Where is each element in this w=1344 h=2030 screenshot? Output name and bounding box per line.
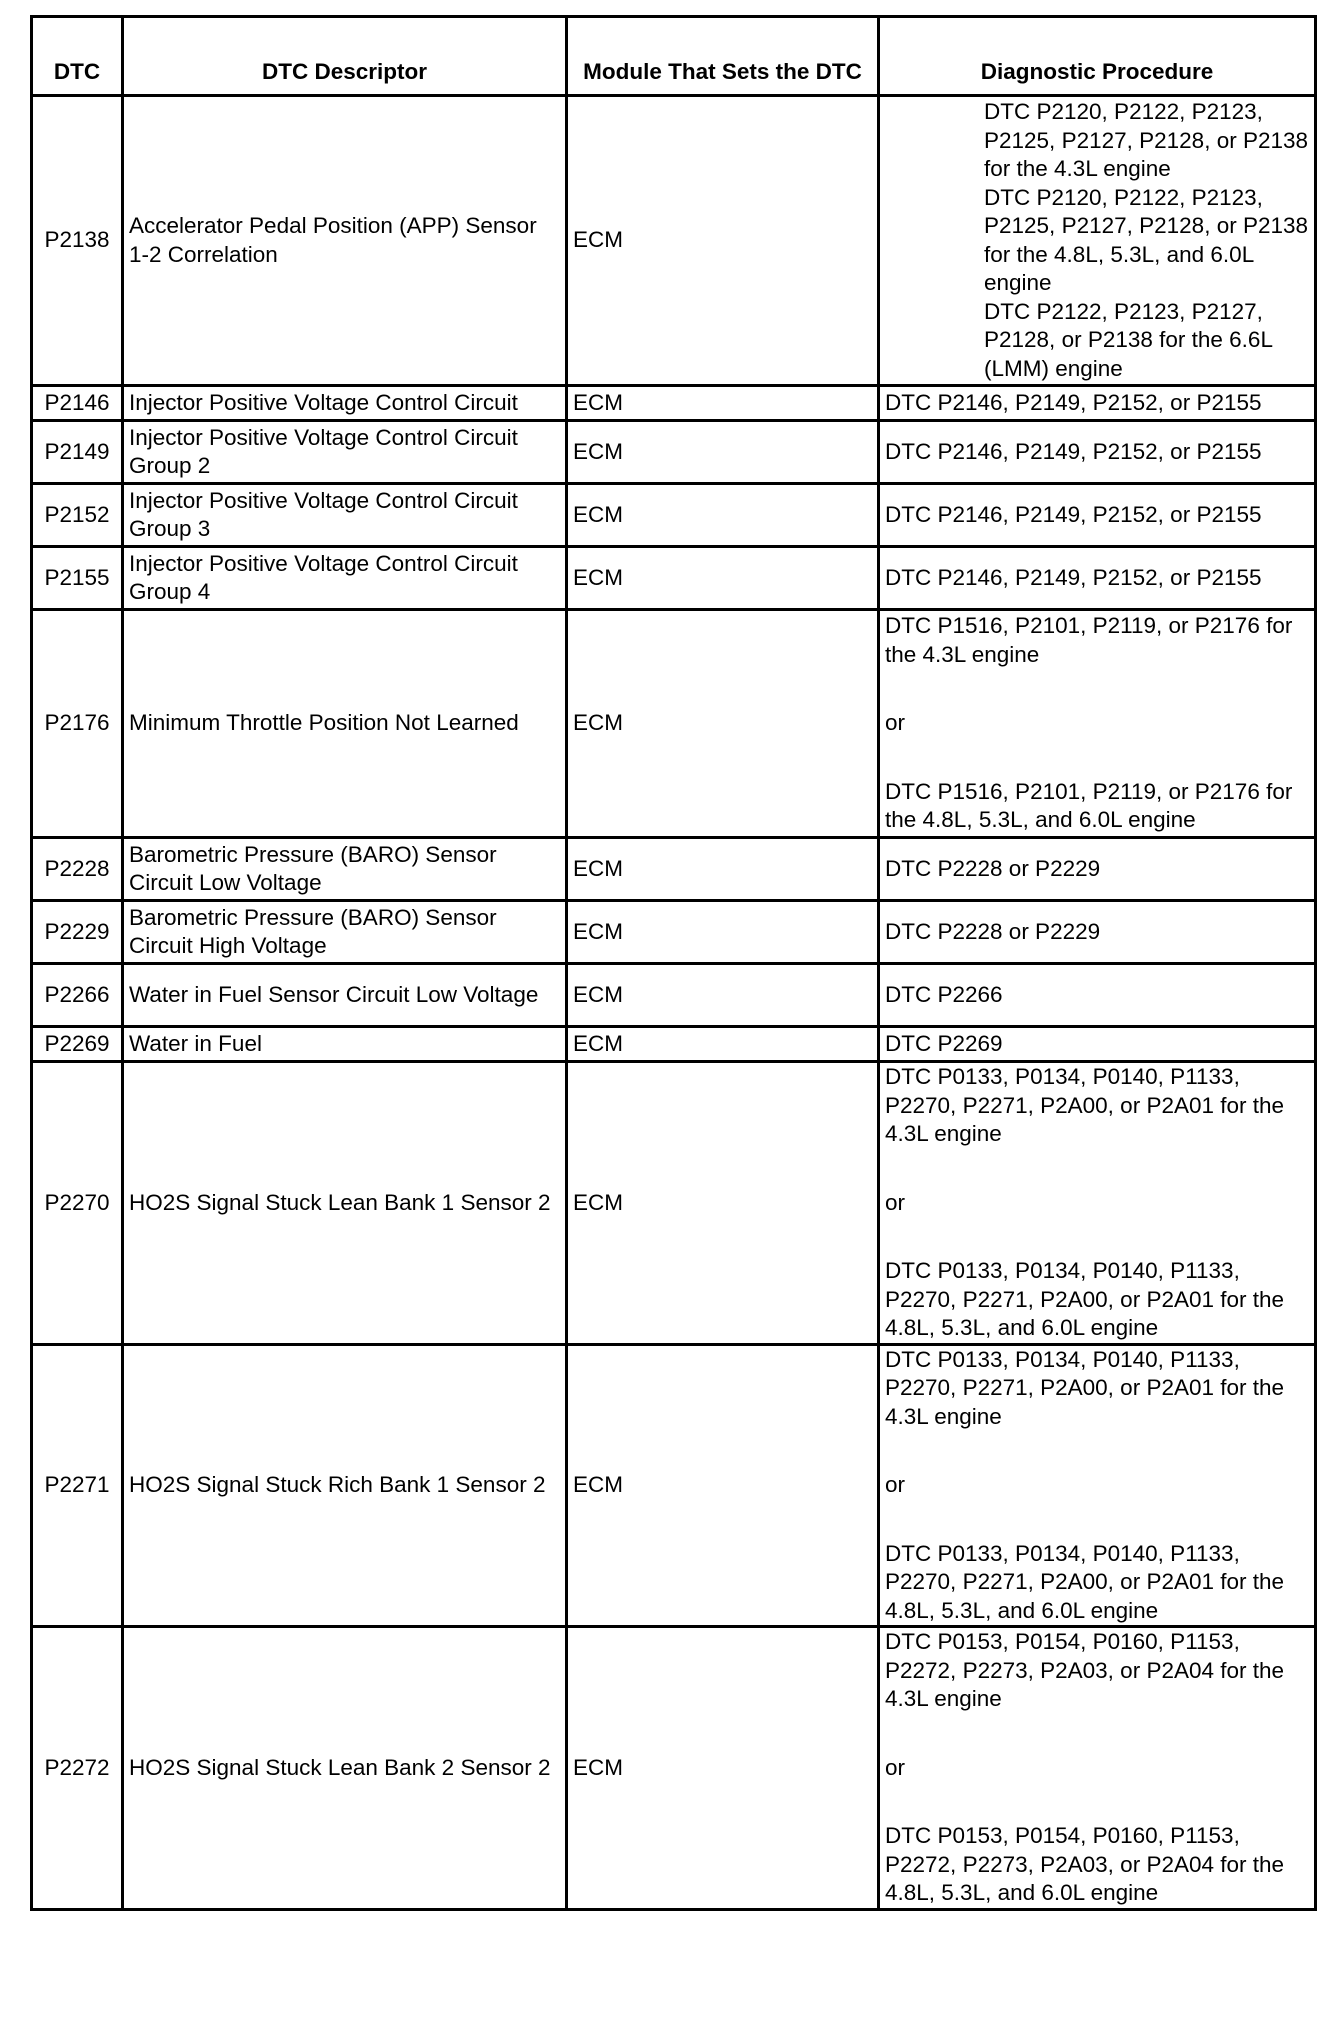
- diagnostic-procedure: [879, 421, 1316, 484]
- header-dtc: DTC: [32, 17, 123, 96]
- procedure-link[interactable]: DTC P2146, P2149, P2152, or P2155: [885, 438, 1262, 464]
- dtc-descriptor: HO2S Signal Stuck Lean Bank 2 Sensor 2: [123, 1627, 567, 1910]
- procedure-or: or: [885, 710, 906, 736]
- table-row: [32, 547, 1316, 610]
- dtc-code: P2155: [32, 547, 123, 610]
- dtc-code: P2138: [32, 96, 123, 386]
- diagnostic-procedure: [879, 1344, 1316, 1627]
- dtc-descriptor: HO2S Signal Stuck Lean Bank 1 Sensor 2: [123, 1062, 567, 1345]
- module-name: ECM: [567, 610, 879, 838]
- diagnostic-procedure: [879, 838, 1316, 901]
- diagnostic-procedure: [879, 964, 1316, 1027]
- dtc-code: P2266: [32, 964, 123, 1027]
- dtc-descriptor: Water in Fuel: [123, 1027, 567, 1062]
- table-body: [32, 96, 1316, 1910]
- dtc-code: P2152: [32, 484, 123, 547]
- dtc-descriptor: Injector Positive Voltage Control Circuit Group 4: [123, 547, 567, 610]
- dtc-code: P2229: [32, 901, 123, 964]
- dtc-descriptor: Injector Positive Voltage Control Circuit Group 3: [123, 484, 567, 547]
- table-row: [32, 1062, 1316, 1345]
- module-name: ECM: [567, 964, 879, 1027]
- dtc-code: P2146: [32, 386, 123, 421]
- module-name: ECM: [567, 1627, 879, 1910]
- procedure-or: or: [885, 1472, 906, 1497]
- procedure-link[interactable]: DTC P2269: [885, 1030, 1003, 1056]
- table-row: [32, 1344, 1316, 1627]
- table-row: [32, 1627, 1316, 1910]
- table-row: [32, 964, 1316, 1027]
- procedure-link[interactable]: DTC P1516, P2101, P2119, or P2176 for the 4.3L engine: [885, 613, 1293, 667]
- dtc-table: [30, 15, 1317, 1911]
- diagnostic-procedure: [879, 1027, 1316, 1062]
- dtc-code: P2176: [32, 610, 123, 838]
- table-row: [32, 901, 1316, 964]
- procedure-link[interactable]: DTC P0153, P0154, P0160, P1153, P2272, P2273, P2A03, or P2A04 for the 4.8L, 5.3L, and 6.0L engine: [885, 1823, 1285, 1905]
- dtc-descriptor: HO2S Signal Stuck Rich Bank 1 Sensor 2: [123, 1344, 567, 1627]
- dtc-descriptor: Minimum Throttle Position Not Learned: [123, 610, 567, 838]
- diagnostic-procedure: [879, 610, 1316, 838]
- module-name: ECM: [567, 421, 879, 484]
- module-name: ECM: [567, 1027, 879, 1062]
- header-module: Module That Sets the DTC: [567, 17, 879, 96]
- dtc-descriptor: Water in Fuel Sensor Circuit Low Voltage: [123, 964, 567, 1027]
- procedure-link[interactable]: DTC P2120, P2122, P2123, P2125, P2127, P2128, or P2138 for the 4.3L engine: [984, 99, 1309, 181]
- module-name: ECM: [567, 838, 879, 901]
- procedure-link[interactable]: DTC P2146, P2149, P2152, or P2155: [885, 389, 1262, 415]
- procedure-or: or: [885, 1189, 906, 1215]
- dtc-descriptor: Injector Positive Voltage Control Circuit Group 2: [123, 421, 567, 484]
- table-row: [32, 484, 1316, 547]
- dtc-descriptor: Barometric Pressure (BARO) Sensor Circuit Low Voltage: [123, 838, 567, 901]
- procedure-link[interactable]: DTC P0153, P0154, P0160, P1153, P2272, P2273, P2A03, or P2A04 for the 4.3L engine: [885, 1629, 1285, 1711]
- diagnostic-procedure: [879, 386, 1316, 421]
- dtc-descriptor: Accelerator Pedal Position (APP) Sensor 1-2 Correlation: [123, 96, 567, 386]
- dtc-code: P2149: [32, 421, 123, 484]
- table-row: [32, 838, 1316, 901]
- dtc-code: P2228: [32, 838, 123, 901]
- module-name: ECM: [567, 484, 879, 547]
- table-row: [32, 386, 1316, 421]
- procedure-link[interactable]: DTC P2120, P2122, P2123, P2125, P2127, P2128, or P2138 for the 4.8L, 5.3L, and 6.0L engine: [984, 184, 1309, 295]
- diagnostic-procedure: [879, 547, 1316, 610]
- dtc-code: P2272: [32, 1627, 123, 1910]
- procedure-link[interactable]: DTC P2266: [885, 981, 1003, 1007]
- procedure-link[interactable]: DTC P2146, P2149, P2152, or P2155: [885, 564, 1262, 590]
- module-name: ECM: [567, 386, 879, 421]
- procedure-link[interactable]: DTC P2228 or P2229: [885, 855, 1101, 881]
- table-row: [32, 610, 1316, 838]
- dtc-code: P2271: [32, 1344, 123, 1627]
- dtc-code: P2269: [32, 1027, 123, 1062]
- module-name: ECM: [567, 901, 879, 964]
- procedure-link[interactable]: DTC P2122, P2123, P2127, P2128, or P2138 for the 6.6L (LMM) engine: [984, 298, 1273, 381]
- table-header: [32, 17, 1316, 96]
- module-name: ECM: [567, 547, 879, 610]
- header-descriptor: DTC Descriptor: [123, 17, 567, 96]
- procedure-or: or: [885, 1754, 906, 1780]
- diagnostic-procedure: [879, 1627, 1316, 1910]
- table-row: [32, 96, 1316, 386]
- procedure-link[interactable]: DTC P0133, P0134, P0140, P1133, P2270, P2271, P2A00, or P2A01 for the 4.3L engine: [885, 1346, 1285, 1429]
- diagnostic-procedure: [879, 1062, 1316, 1345]
- procedure-link[interactable]: DTC P1516, P2101, P2119, or P2176 for the 4.8L, 5.3L, and 6.0L engine: [885, 778, 1293, 833]
- dtc-descriptor: Injector Positive Voltage Control Circuit: [123, 386, 567, 421]
- module-name: ECM: [567, 96, 879, 386]
- procedure-link[interactable]: DTC P0133, P0134, P0140, P1133, P2270, P2271, P2A00, or P2A01 for the 4.8L, 5.3L, and 6.0L engine: [885, 1258, 1285, 1340]
- header-row: [32, 17, 1316, 96]
- diagnostic-procedure: [879, 484, 1316, 547]
- table-row: [32, 1027, 1316, 1062]
- table-row: [32, 421, 1316, 484]
- procedure-link[interactable]: DTC P2228 or P2229: [885, 918, 1101, 944]
- header-procedure: Diagnostic Procedure: [879, 17, 1316, 96]
- procedure-link[interactable]: DTC P2146, P2149, P2152, or P2155: [885, 501, 1262, 527]
- procedure-link[interactable]: DTC P0133, P0134, P0140, P1133, P2270, P2271, P2A00, or P2A01 for the 4.3L engine: [885, 1064, 1285, 1146]
- diagnostic-procedure: [879, 96, 1316, 386]
- dtc-code: P2270: [32, 1062, 123, 1345]
- dtc-descriptor: Barometric Pressure (BARO) Sensor Circuit High Voltage: [123, 901, 567, 964]
- diagnostic-procedure: [879, 901, 1316, 964]
- module-name: ECM: [567, 1062, 879, 1345]
- module-name: ECM: [567, 1344, 879, 1627]
- procedure-link[interactable]: DTC P0133, P0134, P0140, P1133, P2270, P2271, P2A00, or P2A01 for the 4.8L, 5.3L, and 6.0L engine: [885, 1540, 1285, 1623]
